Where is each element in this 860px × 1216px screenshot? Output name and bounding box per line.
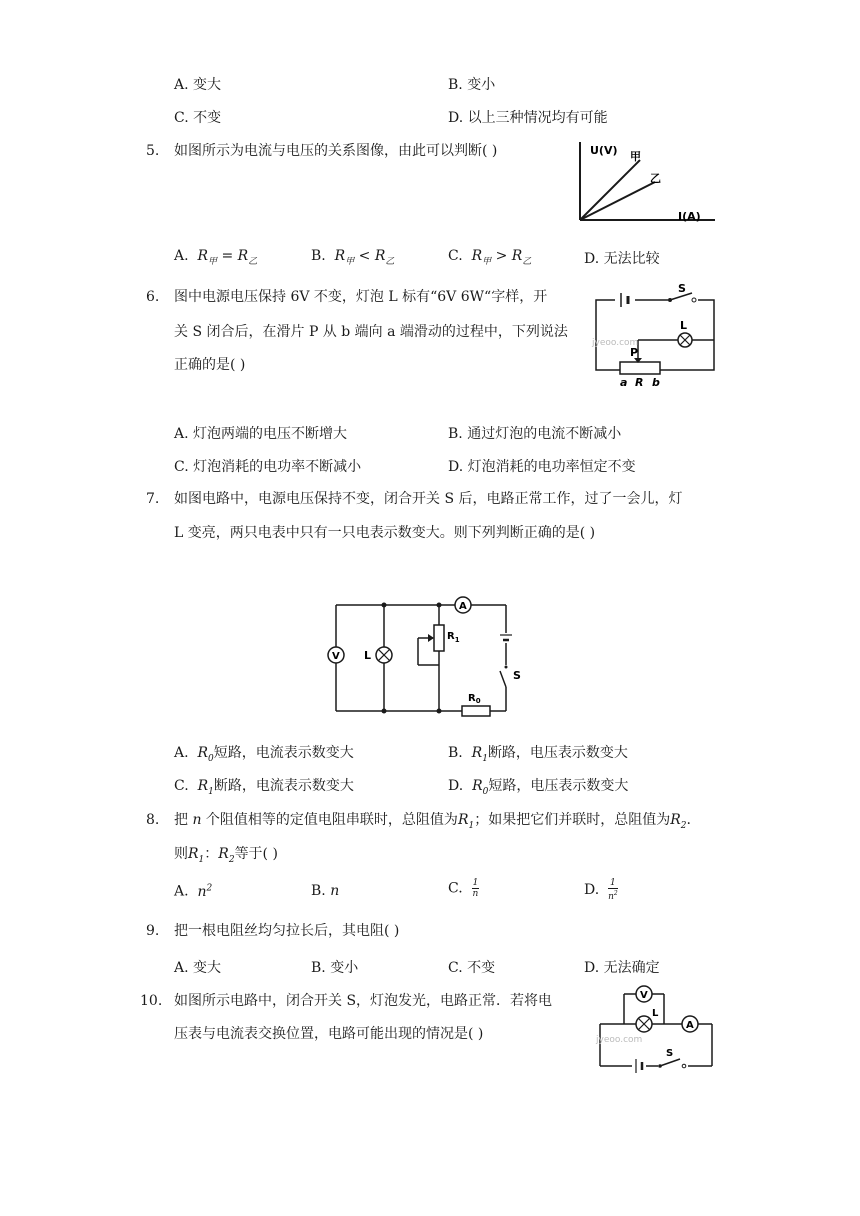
q6-line1: 图中电源电压保持 6V 不变，灯泡 L 标有“6V 6W“字样，开 xyxy=(174,289,548,305)
q9-number: 9. xyxy=(146,923,160,939)
q6-end-b-label: b xyxy=(652,376,660,389)
q7-rheostat xyxy=(434,625,444,651)
q5-option-c xyxy=(448,248,531,267)
q10-number: 10. xyxy=(140,993,163,1009)
q6-switch-label: S xyxy=(678,282,686,295)
q6-res-label: R xyxy=(635,376,644,389)
q7-voltmeter-label: V xyxy=(332,651,340,662)
q4-option-a: A. 变大 xyxy=(174,77,222,93)
q6-option-d: D. 灯泡消耗的电功率恒定不变 xyxy=(448,459,636,475)
q5-option-c-letter: C. xyxy=(448,248,463,264)
q9-option-a: A. 变大 xyxy=(174,960,222,976)
q5-option-b-formula: $R_甲 < R_乙$ xyxy=(334,248,395,267)
q5-option-c-formula: $R_甲 > R_乙$ xyxy=(471,248,532,267)
q5-line-jia-label: 甲 xyxy=(630,150,641,163)
q8-number: 8. xyxy=(146,812,160,828)
q4-option-b: B. 变小 xyxy=(448,77,496,93)
q5-number: 5. xyxy=(146,143,160,159)
q7-line2: L 变亮，两只电表中只有一只电表示数变大。则下列判断正确的是( ) xyxy=(174,525,596,541)
q5-line-yi-label: 乙 xyxy=(650,172,661,185)
q7-option-a: A. $R_0$短路，电流表示数变大 xyxy=(174,745,354,764)
q6-line2: 关 S 闭合后，在滑片 P 从 b 端向 a 端滑动的过程中，下列说法 xyxy=(174,324,568,340)
q5-option-b xyxy=(311,248,394,267)
q7-circuit-diagram xyxy=(322,595,532,725)
q5-option-a-formula: $R_甲 = R_乙$ xyxy=(197,248,258,267)
q6-option-c: C. 灯泡消耗的电功率不断减小 xyxy=(174,459,362,475)
q10-line1: 如图所示电路中，闭合开关 S，灯泡发光，电路正常．若将电 xyxy=(174,993,553,1009)
q6-watermark: jyeoo.com xyxy=(592,338,639,348)
q7-resistor-label: $R_0$ xyxy=(468,693,481,705)
q8-option-a: A. $n^2$ xyxy=(174,883,213,900)
q6-number: 6. xyxy=(146,289,160,305)
q10-voltmeter-label: V xyxy=(640,990,648,1001)
q5-option-b-letter: B. xyxy=(311,248,326,264)
q7-resistor xyxy=(462,706,490,716)
q9-option-d: D. 无法确定 xyxy=(584,960,660,976)
q6-slider-label: P xyxy=(630,346,639,359)
q7-option-c: C. $R_1$断路，电流表示数变大 xyxy=(174,778,354,797)
q9-option-c: C. 不变 xyxy=(448,960,496,976)
q7-lamp-label: L xyxy=(364,649,372,662)
q10-watermark: jyeoo.com xyxy=(596,1035,643,1045)
q6-lamp-label: L xyxy=(680,319,688,332)
q7-line1: 如图电路中，电源电压保持不变，闭合开关 S 后，电路正常工作，过了一会儿，灯 xyxy=(174,491,683,507)
q8-option-d: D. $\frac{1}{n^2}$ xyxy=(584,878,618,902)
q5-x-axis-label: I(A) xyxy=(678,210,701,223)
q5-y-axis-label: U(V) xyxy=(590,144,618,157)
q4-option-c: C. 不变 xyxy=(174,110,222,126)
q10-circuit-diagram xyxy=(594,982,720,1074)
q5-option-a xyxy=(174,248,257,267)
q6-option-b: B. 通过灯泡的电流不断减小 xyxy=(448,426,622,442)
q7-ammeter-label: A xyxy=(459,601,467,612)
q6-circuit-diagram xyxy=(590,282,720,392)
q5-ui-graph xyxy=(570,138,720,228)
q6-option-a: A. 灯泡两端的电压不断增大 xyxy=(174,426,348,442)
q9-option-b: B. 变小 xyxy=(311,960,359,976)
q6-rheostat xyxy=(620,362,660,374)
q8-line2: 则$R_1$：$R_2$等于( ) xyxy=(174,846,278,865)
q9-text: 把一根电阻丝均匀拉长后，其电阻( ) xyxy=(174,923,400,939)
q8-line1: 把 n 个阻值相等的定值电阻串联时，总阻值为$R_1$；如果把它们并联时，总阻值为$R_2$. xyxy=(174,812,691,831)
q7-number: 7. xyxy=(146,491,160,507)
q5-option-d: D. 无法比较 xyxy=(584,251,660,267)
q7-option-d: D. $R_0$短路，电压表示数变大 xyxy=(448,778,629,797)
q10-line2: 压表与电流表交换位置，电路可能出现的情况是( ) xyxy=(174,1026,484,1042)
q4-option-d: D. 以上三种情况均有可能 xyxy=(448,110,608,126)
q7-rheostat-label: $R_1$ xyxy=(447,631,460,644)
q7-switch-label: S xyxy=(513,669,521,682)
q10-ammeter-label: A xyxy=(686,1020,694,1031)
q10-lamp-label: L xyxy=(652,1008,659,1019)
q8-option-b: B. n xyxy=(311,883,340,899)
q6-end-a-label: a xyxy=(620,376,628,389)
q5-option-a-letter: A. xyxy=(174,248,189,264)
q8-option-c: C. $\frac{1}{n}$ xyxy=(448,878,479,899)
q7-option-b: B. $R_1$断路，电压表示数变大 xyxy=(448,745,628,764)
q6-line3: 正确的是( ) xyxy=(174,357,246,373)
q5-text: 如图所示为电流与电压的关系图像，由此可以判断( ) xyxy=(174,143,498,159)
q10-switch-label: S xyxy=(666,1048,674,1059)
